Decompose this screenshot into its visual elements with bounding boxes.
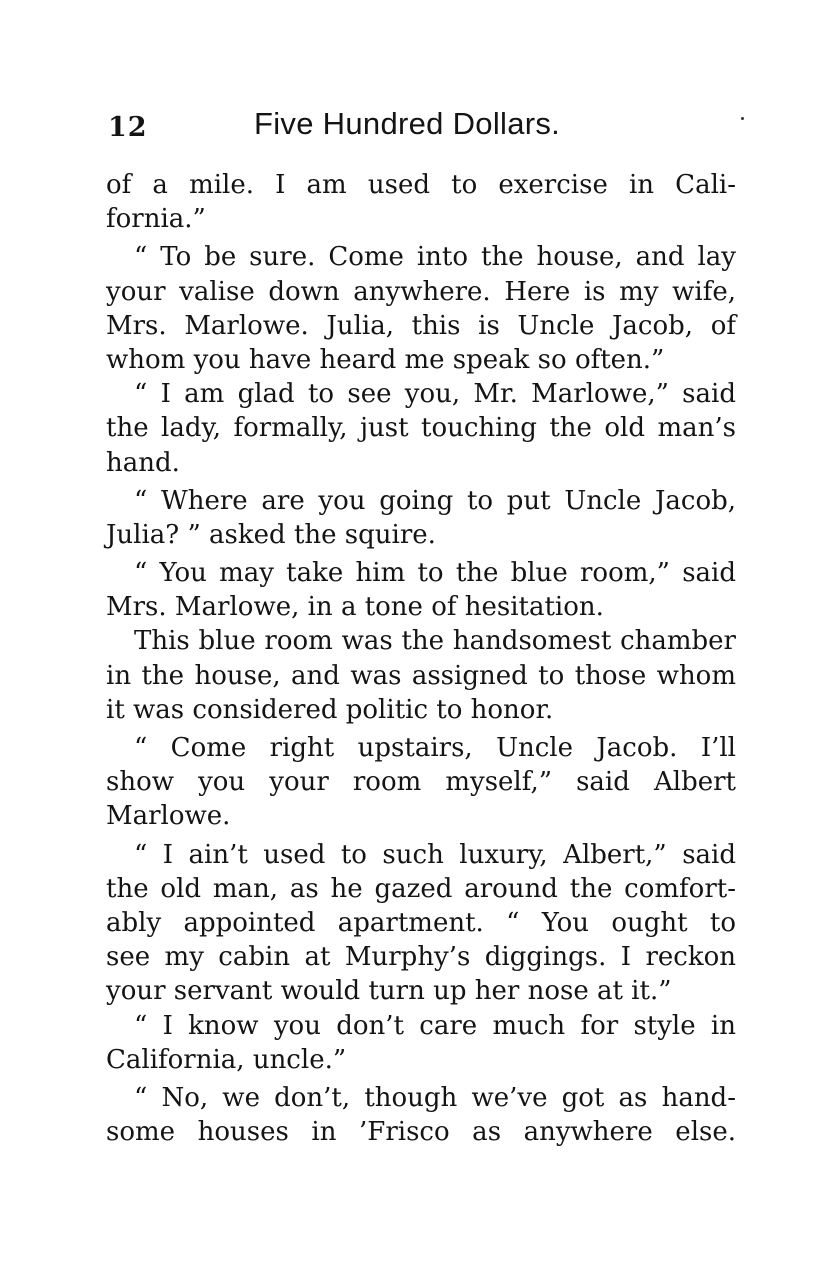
text-line: the old man, as he gazed around the comfort-	[106, 873, 736, 904]
paragraph	[106, 731, 736, 834]
text-line: “ To be sure. Come into the house, and lay	[134, 242, 736, 273]
text-line: This blue room was the handsomest chamber	[134, 626, 736, 657]
text-line: see my cabin at Murphy’s diggings. I reckon	[106, 942, 736, 973]
text-line: Marlowe.	[106, 801, 231, 832]
text-line: Mrs. Marlowe. Julia, this is Uncle Jacob, of	[106, 310, 736, 341]
text-line: the lady, formally, just touching the old man’s	[106, 413, 736, 444]
paragraph	[106, 168, 736, 236]
page-number: 12	[108, 112, 148, 143]
text-line: Mrs. Marlowe, in a tone of hesitation.	[106, 592, 604, 623]
ink-speck	[741, 117, 744, 120]
text-line: “ I know you don’t care much for style in	[134, 1010, 736, 1041]
paragraph	[106, 484, 736, 552]
text-line: whom you have heard me speak so often.”	[106, 344, 665, 375]
text-line: hand.	[106, 447, 180, 478]
paragraph	[106, 838, 736, 1009]
text-line: ably appointed apartment. “ You ought to	[106, 907, 736, 938]
page-header	[108, 106, 738, 154]
text-line: “ You may take him to the blue room,” said	[134, 558, 736, 589]
paragraph	[106, 240, 736, 377]
text-line: “ Where are you going to put Uncle Jacob,	[134, 485, 736, 516]
text-line: show you your room myself,” said Albert	[106, 767, 736, 798]
paragraph	[106, 1009, 736, 1077]
body-text	[106, 168, 736, 1149]
text-line: “ No, we don’t, though we’ve got as hand-	[134, 1082, 736, 1113]
text-line: of a mile. I am used to exercise in Cali-	[106, 170, 736, 200]
running-title: Five Hundred Dollars.	[254, 106, 561, 141]
text-line: California, uncle.”	[106, 1044, 347, 1075]
text-line: fornia.”	[106, 204, 206, 235]
paragraph	[106, 377, 736, 480]
paragraph	[106, 1081, 736, 1149]
text-line: Julia? ” asked the squire.	[106, 519, 436, 550]
text-line: your valise down anywhere. Here is my wife,	[106, 276, 736, 307]
text-line: “ Come right upstairs, Uncle Jacob. I’ll	[134, 733, 736, 763]
text-line: in the house, and was assigned to those whom	[106, 660, 736, 691]
paragraph	[106, 624, 736, 727]
text-line: “ I ain’t used to such luxury, Albert,” said	[134, 839, 736, 870]
paragraph	[106, 556, 736, 624]
text-line: “ I am glad to see you, Mr. Marlowe,” said	[134, 379, 736, 410]
text-line: it was considered politic to honor.	[106, 694, 554, 725]
text-line: your servant would turn up her nose at it.”	[106, 976, 672, 1007]
text-line: some houses in ’Frisco as anywhere else.	[106, 1117, 736, 1148]
